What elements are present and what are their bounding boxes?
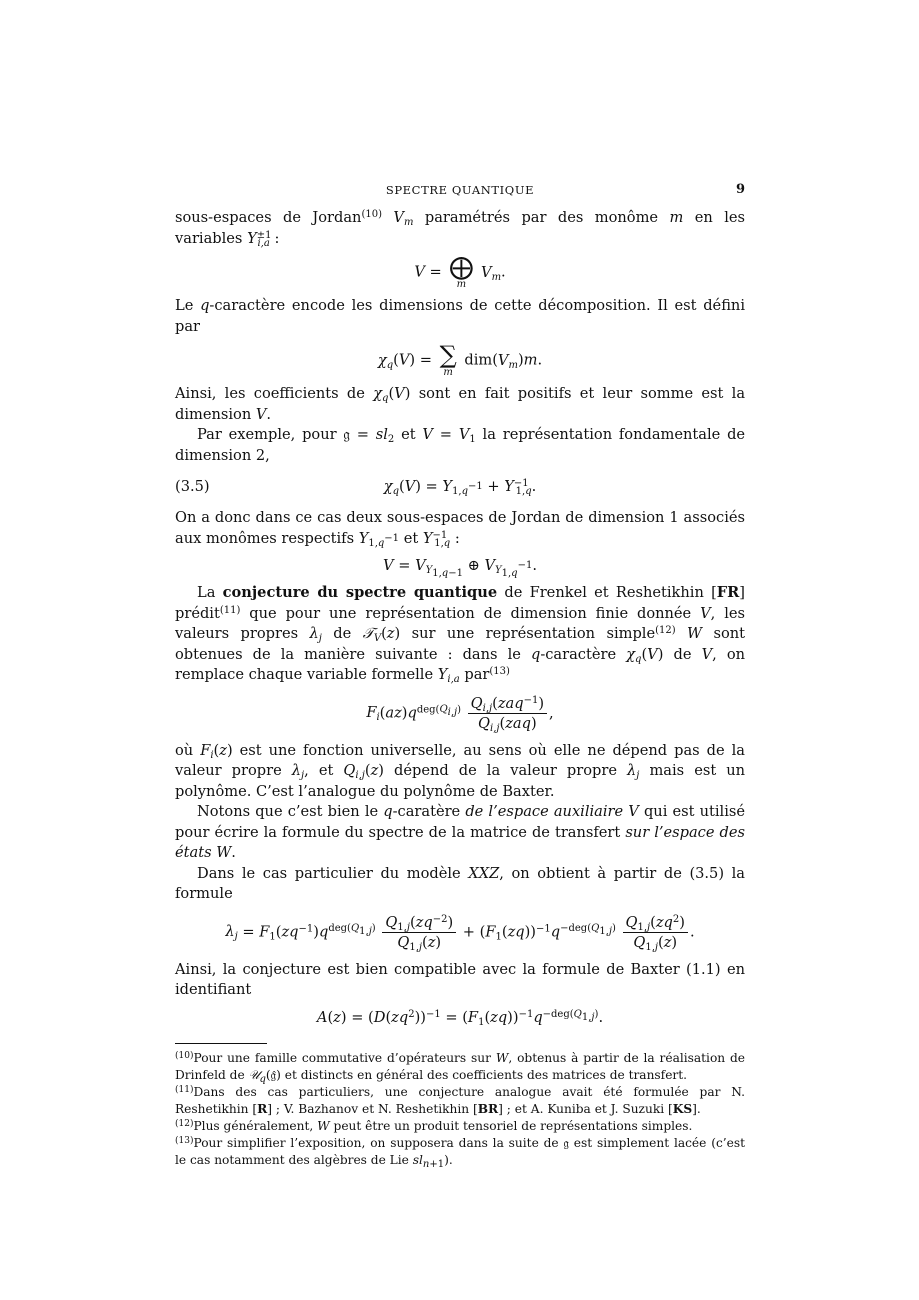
running-title: SPECTRE QUANTIQUE	[385, 183, 535, 197]
equation-baxter-identification: $A(z) = (D(zq^2))^{-1} = (F_1(zq))^{-1}q^{-deg(Q_{1,j})}$.	[316, 1008, 604, 1028]
running-header	[175, 178, 745, 208]
equation-substitution: $F_i(az)q^{deg(Q_{i,j})}$ $\frac{Q_{i,j}(zaq^{-1})}{Q_{i,j}(zaq)}$ ,	[366, 694, 554, 734]
page-number: 9	[735, 182, 745, 197]
paragraph-4: Par exemple, pour 𝔤 = $sl_2$ et $V = V_1$ la représentation fondamentale de dimension 2,	[175, 426, 746, 464]
footnote-12: $^{(12)}$Plus généralement, W peut être un produit tensoriel de représentations simples.	[175, 1118, 693, 1133]
paragraph-9: Dans le cas particulier du modèle XXZ, on obtient à partir de (3.5) la formule	[175, 864, 746, 902]
equation-decomposition: $V = V_{Y_{1,q-1}}$ ⊕ $V_{Y_{1,q}^{-1}}$.	[383, 557, 537, 579]
paragraph-6: La conjecture du spectre quantique de Frenkel et Reshetikhin [FR] prédit$^{(11)}$ que pour une représentation de dimension finie donnée V, les valeurs propres $\lambda_j$ de 𝒯$_V$(z) sur une représentation simple$^{(12)}$ W sont obtenues de la manière suivante : dans le q-caractère $\chi_q(V)$ de V, on remplace chaque variable formelle $Y_{i,a}$ par$^{(13)}$	[175, 584, 746, 685]
paragraph-3: Ainsi, les coefficients de $\chi_q(V)$ sont en fait positifs et leur somme est la dimension V.	[175, 385, 746, 423]
footnote-10: $^{(10)}$Pour une famille commutative d’opérateurs sur W, obtenus à partir de la réalisation de Drinfeld de 𝒰$_q$(𝔤̂) et distincts en général des coefficients des matrices de transfert.	[175, 1050, 746, 1085]
paragraph-5: On a donc dans ce cas deux sous-espaces de Jordan de dimension 1 associés aux monômes respectifs $Y_{1,q^{-1}}$ et $Y^{-1}_{1,q}$ :	[175, 509, 745, 549]
paragraph-8: Notons que c’est bien le q-caratère de l’espace auxiliaire V qui est utilisé pour écrire la formule du spectre de la matrice de transfert sur l’espace des états W.	[175, 803, 745, 861]
equation-label: (3.5)	[175, 478, 210, 495]
paragraph-1: sous-espaces de Jordan$^{(10)}$ $V_m$ paramétrés par des monôme m en les variables $Y^{\pm 1}_{i,a}$ :	[175, 209, 746, 249]
equation-direct-sum: V = ⨁ m $V_m$.	[414, 253, 506, 290]
paragraph-10: Ainsi, la conjecture est bien compatible avec la formule de Baxter (1.1) en identifiant	[175, 960, 745, 998]
paragraph-7: où $F_i(z)$ est une fonction universelle, au sens où elle ne dépend pas de la valeur propre $\lambda_j$, et $Q_{i,j}(z)$ dépend de la valeur propre $\lambda_j$ mais est un polynôme. C’est l’analogue du polynôme de Baxter.	[175, 741, 746, 800]
footnote-rule	[175, 1043, 267, 1044]
equation-3-5: (3.5) $\chi_q(V) = Y_{1,q^{-1}} + Y^{-1}_{1,q}$.	[175, 478, 537, 497]
equation-q-character: $\chi_q(V)$ = ∑ m $dim(V_m)m$.	[377, 341, 543, 378]
equation-xxz-spectrum: $\lambda_j = F_1(zq^{-1})q^{deg(Q_{1,j})}$ $\frac{Q_{1,j}(zq^{-2})}{Q_{1,j}(z)}$ + $(F_1(zq))^{-1}q^{-deg(Q_{1,j})}$ $\frac{Q_{1,j}(zq^2)}{Q_{1,j}(z)}$ .	[225, 913, 695, 953]
page	[175, 178, 745, 1169]
footnote-13: $^{(13)}$Pour simplifier l’exposition, on supposera dans la suite de 𝔤 est simplement lacée (c’est le cas notamment des algèbres de Lie $sl_{n+1}$).	[175, 1135, 746, 1170]
footnote-11: $^{(11)}$Dans des cas particuliers, une conjecture analogue avait été formulée par N. Reshetikhin [R] ; V. Bazhanov et N. Reshetikhin [BR] ; et A. Kuniba et J. Suzuki [KS].	[175, 1084, 745, 1116]
paragraph-2: Le q-caractère encode les dimensions de cette décomposition. Il est défini par	[175, 297, 745, 335]
